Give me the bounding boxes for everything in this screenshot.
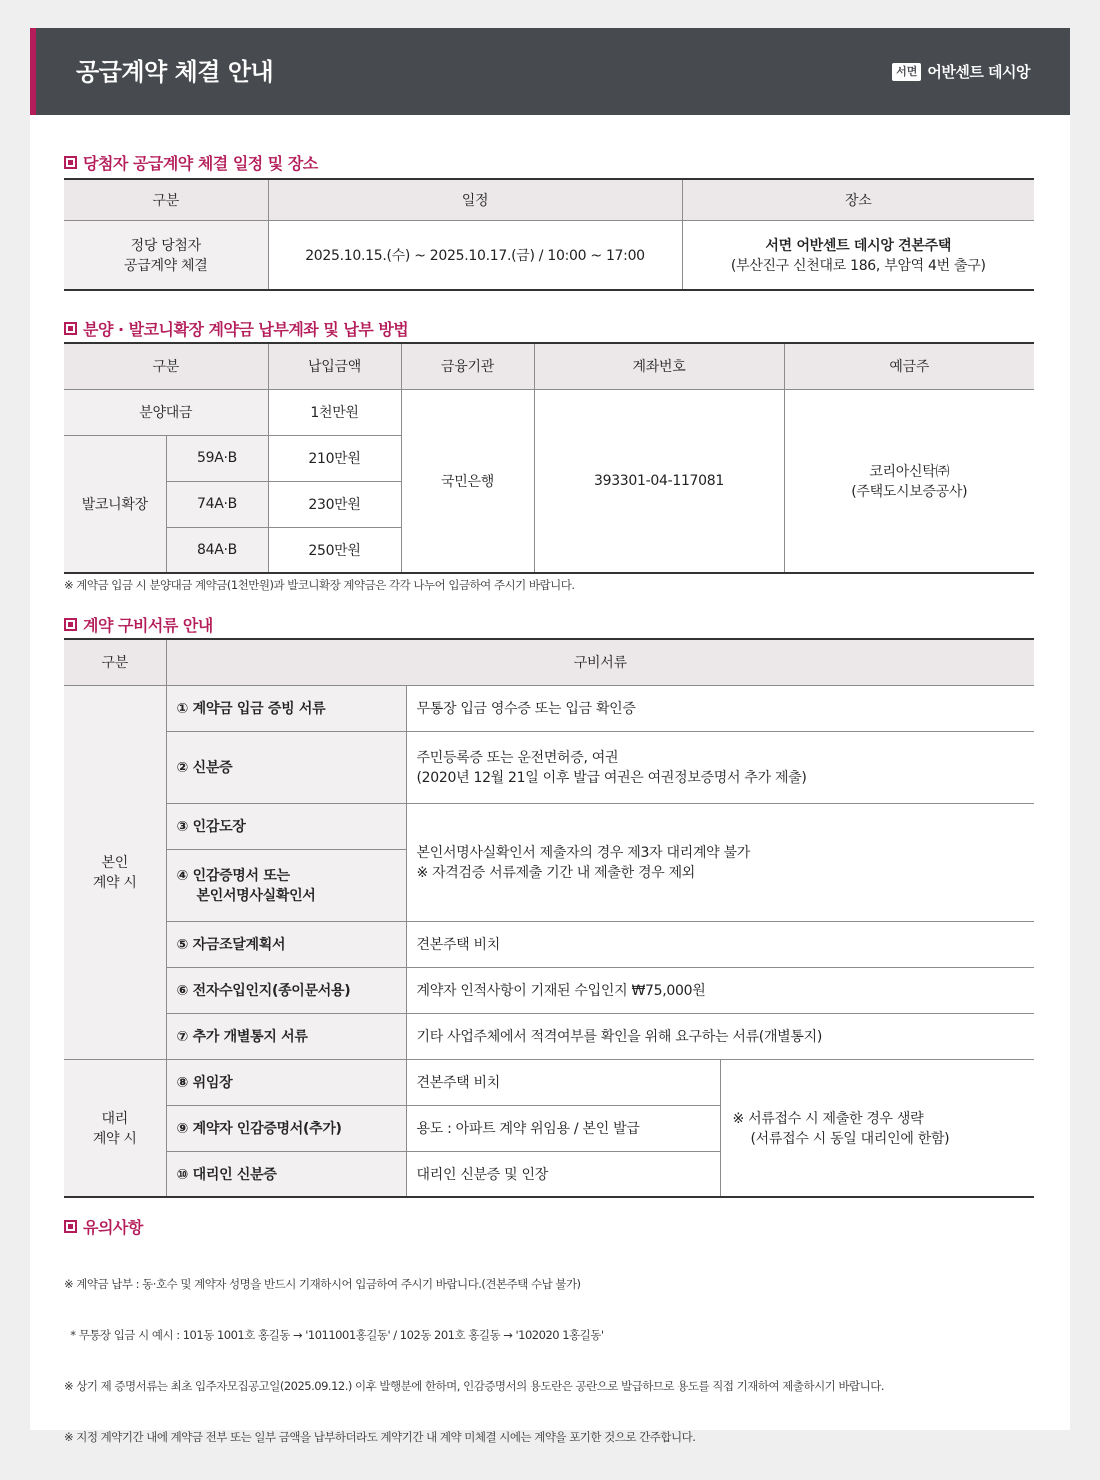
header-category: 구분 xyxy=(64,343,268,389)
header-place: 장소 xyxy=(682,179,1034,220)
notice-page xyxy=(30,28,1070,1444)
doc-desc: 견본주택 비치 xyxy=(406,921,1034,967)
type-cell: 59A·B xyxy=(166,435,268,481)
table-row xyxy=(64,921,1034,967)
proxy-note-cell: ※ 서류접수 시 제출한 경우 생략 (서류접수 시 동일 대리인에 한함) xyxy=(720,1059,1034,1197)
amount-cell: 230만원 xyxy=(268,481,401,527)
table-row xyxy=(64,389,1034,435)
header-account: 계좌번호 xyxy=(534,343,784,389)
doc-name: ⑤ 자금조달계획서 xyxy=(166,921,406,967)
brand-badge: 서면 xyxy=(892,63,921,81)
bank-cell: 국민은행 xyxy=(401,389,534,573)
doc-name: ⑨ 계약자 인감증명서(추가) xyxy=(166,1105,406,1151)
table-row xyxy=(64,967,1034,1013)
caution-note: ※ 지정 계약기간 내에 계약금 전부 또는 일부 금액을 납부하더라도 계약기간 내 계약 미체결 시에는 계약을 포기한 것으로 간주합니다. xyxy=(64,1430,696,1444)
square-bullet-icon xyxy=(64,156,77,169)
header-bank: 금융기관 xyxy=(401,343,534,389)
type-cell: 74A·B xyxy=(166,481,268,527)
header-holder: 예금주 xyxy=(784,343,1034,389)
header-schedule: 일정 xyxy=(268,179,682,220)
header-category: 구분 xyxy=(64,639,166,685)
doc-desc: 기타 사업주체에서 적격여부를 확인을 위해 요구하는 서류(개별통지) xyxy=(406,1013,1034,1059)
type-cell: 84A·B xyxy=(166,527,268,573)
section1-title: 당첨자 공급계약 체결 일정 및 장소 xyxy=(64,151,318,174)
doc-name: ② 신분증 xyxy=(166,731,406,803)
account-cell: 393301-04-117081 xyxy=(534,389,784,573)
caution-note: * 무통장 입금 시 예시 : 101동 1001호 홍길동 → '1011001홍길동' / 102동 201호 홍길동 → '102020 1홍길동' xyxy=(64,1328,604,1342)
doc-name: ⑥ 전자수입인지(종이문서용) xyxy=(166,967,406,1013)
doc-desc: 계약자 인적사항이 기재된 수입인지 ₩75,000원 xyxy=(406,967,1034,1013)
section2-title: 분양 · 발코니확장 계약금 납부계좌 및 납부 방법 xyxy=(64,317,408,340)
caution-note: ※ 상기 제 증명서류는 최초 입주자모집공고일(2025.09.12.) 이후 발행분에 한하며, 인감증명서의 용도란은 공란으로 발급하므로 용도를 직접 기재하여 제출하시기 바랍니다. xyxy=(64,1379,885,1393)
table-row xyxy=(64,803,1034,849)
schedule-table xyxy=(64,178,1034,291)
square-bullet-icon xyxy=(64,1220,77,1233)
section3-title: 계약 구비서류 안내 xyxy=(64,613,213,636)
caution-note: ※ 계약금 납부 : 동·호수 및 계약자 성명을 반드시 기재하시어 입금하여 주시기 바랍니다.(견본주택 수납 불가) xyxy=(64,1277,581,1291)
table-row xyxy=(64,685,1034,731)
category-cell: 분양대금 xyxy=(64,389,268,435)
doc-desc: 무통장 입금 영수증 또는 입금 확인증 xyxy=(406,685,1034,731)
brand-name: 어반센트 데시앙 xyxy=(927,63,1030,81)
doc-name: ⑦ 추가 개별통지 서류 xyxy=(166,1013,406,1059)
doc-name: ④ 인감증명서 또는 본인서명사실확인서 xyxy=(166,849,406,921)
caution-notes xyxy=(64,1242,884,1480)
square-bullet-icon xyxy=(64,322,77,335)
doc-desc: 용도 : 아파트 계약 위임용 / 본인 발급 xyxy=(406,1105,720,1151)
page-title: 공급계약 체결 안내 xyxy=(76,58,274,86)
amount-cell: 1천만원 xyxy=(268,389,401,435)
doc-desc: 견본주택 비치 xyxy=(406,1059,720,1105)
category-cell: 정당 당첨자 공급계약 체결 xyxy=(64,220,268,290)
header-category: 구분 xyxy=(64,179,268,220)
doc-desc: 대리인 신분증 및 인장 xyxy=(406,1151,720,1197)
section4-title: 유의사항 xyxy=(64,1215,143,1238)
proxy-contract-cell: 대리 계약 시 xyxy=(64,1059,166,1197)
header-documents: 구비서류 xyxy=(166,639,1034,685)
header-bar xyxy=(30,28,1070,115)
category-cell: 발코니확장 xyxy=(64,435,166,573)
holder-cell: 코리아신탁㈜ (주택도시보증공사) xyxy=(784,389,1034,573)
table-row xyxy=(64,1059,1034,1105)
documents-table xyxy=(64,638,1034,1198)
amount-cell: 210만원 xyxy=(268,435,401,481)
table-row xyxy=(64,220,1034,290)
doc-name: ① 계약금 입금 증빙 서류 xyxy=(166,685,406,731)
doc-name: ⑧ 위임장 xyxy=(166,1059,406,1105)
doc-name: ③ 인감도장 xyxy=(166,803,406,849)
place-cell: 서면 어반센트 데시앙 견본주택 (부산진구 신천대로 186, 부암역 4번 출구) xyxy=(682,220,1034,290)
payment-table xyxy=(64,342,1034,574)
amount-cell: 250만원 xyxy=(268,527,401,573)
payment-note: ※ 계약금 입금 시 분양대금 계약금(1천만원)과 발코니확장 계약금은 각각 나누어 입금하여 주시기 바랍니다. xyxy=(64,578,575,592)
doc-desc: 주민등록증 또는 운전면허증, 여권 (2020년 12월 21일 이후 발급 여권은 여권정보증명서 추가 제출) xyxy=(406,731,1034,803)
doc-name: ⑩ 대리인 신분증 xyxy=(166,1151,406,1197)
doc-desc: 본인서명사실확인서 제출자의 경우 제3자 대리계약 불가 ※ 자격검증 서류제출 기간 내 제출한 경우 제외 xyxy=(406,803,1034,921)
header-amount: 납입금액 xyxy=(268,343,401,389)
schedule-cell: 2025.10.15.(수) ~ 2025.10.17.(금) / 10:00 ~ 17:00 xyxy=(268,220,682,290)
brand-logo xyxy=(892,61,1030,82)
self-contract-cell: 본인 계약 시 xyxy=(64,685,166,1059)
square-bullet-icon xyxy=(64,618,77,631)
table-row xyxy=(64,731,1034,803)
table-row xyxy=(64,1013,1034,1059)
